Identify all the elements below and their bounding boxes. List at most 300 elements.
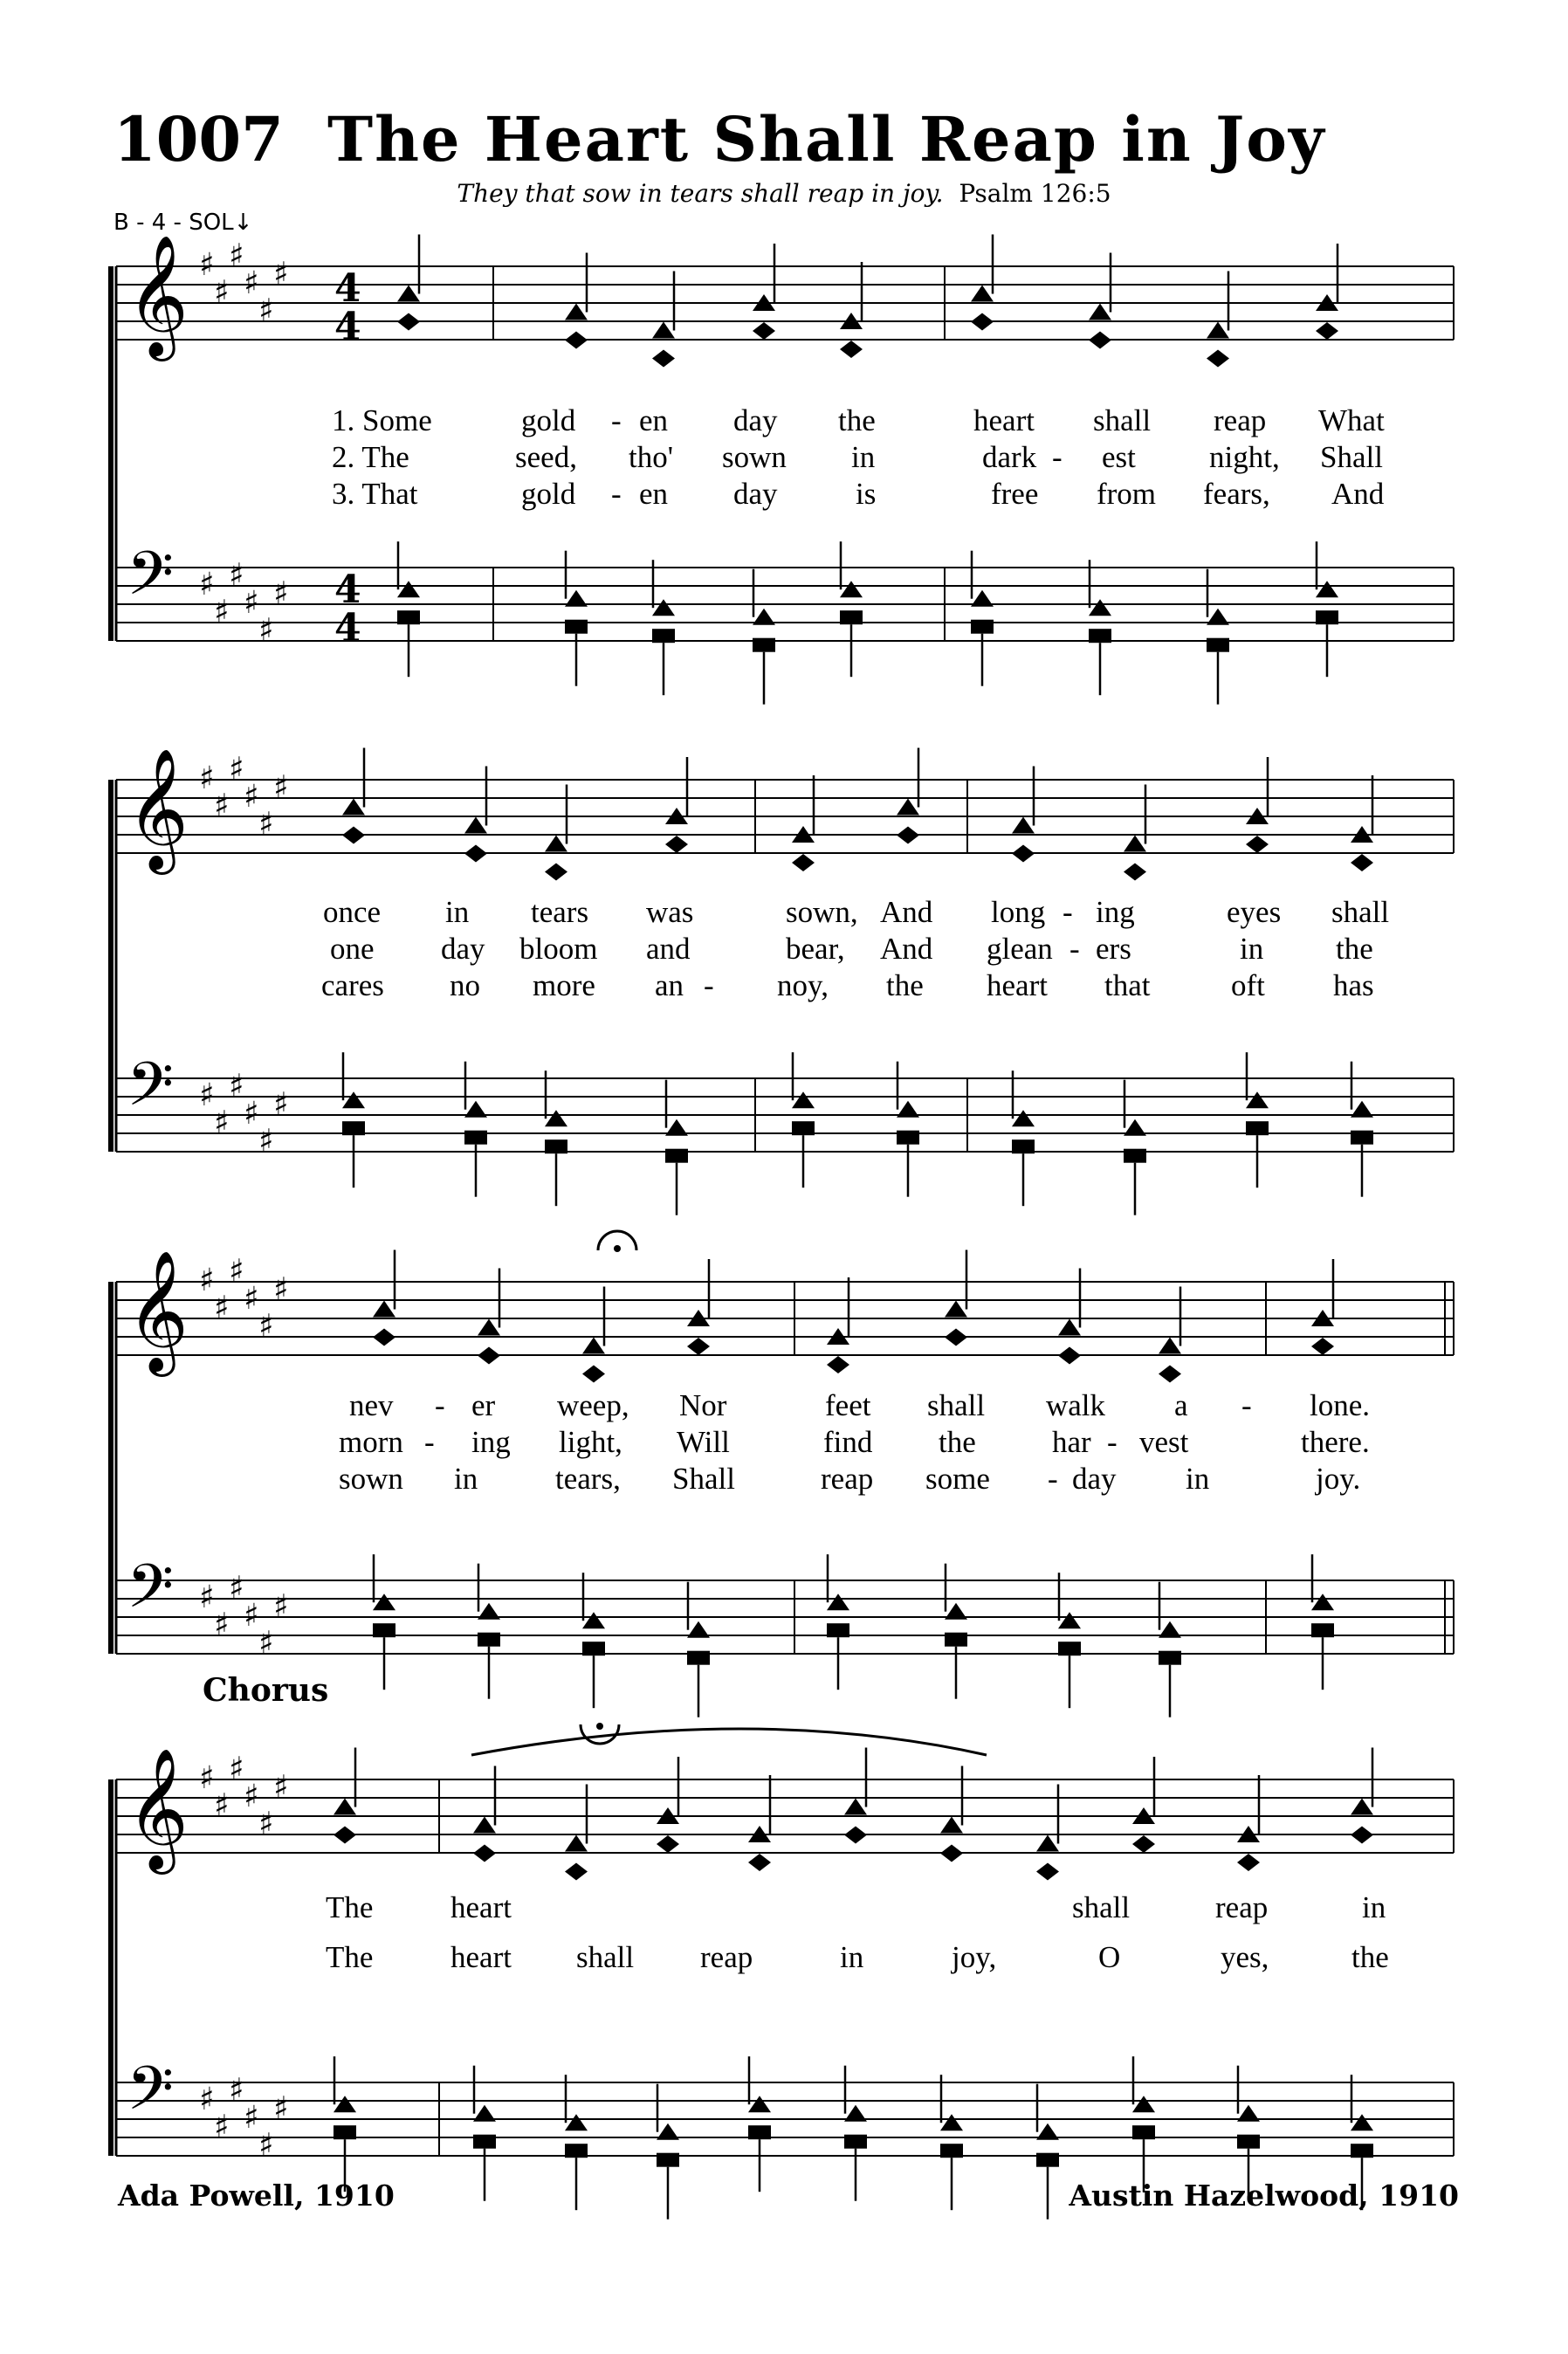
note-head <box>565 1835 588 1852</box>
note-head <box>844 1827 867 1844</box>
lyric-s1-v3-w4: en <box>639 477 669 511</box>
lyric-s1-v3-w7: free <box>991 477 1039 511</box>
lyric-s3-v1-w5: Nor <box>679 1388 727 1422</box>
note-head <box>565 620 588 634</box>
lyric-s3-v3-w10: joy. <box>1316 1462 1361 1496</box>
note-head <box>342 799 365 816</box>
sharp-icon: ♯ <box>273 1271 289 1308</box>
note-head <box>897 799 919 816</box>
lyric-s3-v3-w7: - <box>1048 1462 1058 1496</box>
note-head <box>1124 1149 1146 1163</box>
note-head <box>1311 1623 1334 1637</box>
note-head <box>844 2105 867 2122</box>
lyric-s3-v1-w9: a <box>1174 1388 1188 1422</box>
note-head <box>1207 322 1229 339</box>
lyric-s1-v3-w1: 3. That <box>332 477 418 511</box>
lyric-s2-v1-w11: shall <box>1331 895 1390 929</box>
tie-curve <box>471 1729 987 1755</box>
sharp-icon: ♯ <box>258 1123 274 1160</box>
note-head <box>342 1091 365 1108</box>
note-head <box>665 1149 688 1163</box>
note-head <box>545 1139 567 1153</box>
note-head <box>940 2144 963 2158</box>
bass-clef-icon: 𝄢 <box>127 538 175 623</box>
note-head <box>687 1621 710 1638</box>
lyric-s2-v3-w4: an <box>655 968 684 1002</box>
sharp-icon: ♯ <box>273 1086 289 1123</box>
sharp-icon: ♯ <box>258 1308 274 1345</box>
note-head <box>1124 836 1146 852</box>
note-head <box>373 1301 395 1318</box>
lyric-s1-v2-w9: night, <box>1209 440 1280 474</box>
note-head <box>1159 1621 1181 1638</box>
note-head <box>844 1799 867 1815</box>
note-head <box>753 609 775 625</box>
sharp-icon: ♯ <box>258 293 274 329</box>
note-head <box>334 2125 356 2139</box>
treble-clef-icon: 𝄞 <box>127 235 189 356</box>
note-head <box>565 332 588 349</box>
lyric-s3-v1-w1: nev <box>349 1388 394 1422</box>
lyric-s2-v2-w7: glean <box>987 932 1053 966</box>
lyric-s4-v2-w8: yes, <box>1221 1940 1269 1974</box>
sharp-icon: ♯ <box>258 2127 274 2164</box>
note-head <box>1351 2114 1373 2130</box>
note-head <box>1351 1101 1373 1118</box>
lyric-s2-v1-w10: eyes <box>1227 895 1282 929</box>
lyric-s3-v2-w9: - <box>1107 1425 1118 1459</box>
note-head <box>1351 1131 1373 1145</box>
note-head <box>1246 1091 1269 1108</box>
note-head <box>334 1827 356 1844</box>
note-head <box>1311 1338 1334 1355</box>
lyric-s3-v1-w2: - <box>435 1388 445 1422</box>
lyric-s3-v2-w8: har <box>1052 1425 1091 1459</box>
system-bracket <box>108 266 113 641</box>
note-head <box>473 2105 496 2122</box>
note-head <box>473 2135 496 2149</box>
sharp-icon: ♯ <box>244 2100 259 2136</box>
lyric-s3-v1-w10: - <box>1241 1388 1252 1422</box>
note-head <box>748 2096 771 2112</box>
note-head <box>1132 2096 1155 2112</box>
note-head <box>565 2144 588 2158</box>
note-head <box>1207 350 1229 368</box>
note-head <box>397 581 420 597</box>
lyric-s2-v3-w9: that <box>1104 968 1151 1002</box>
note-head <box>792 854 815 871</box>
note-head <box>940 1845 963 1862</box>
lyric-s3-v1-w8: walk <box>1046 1388 1106 1422</box>
sharp-icon: ♯ <box>229 1751 244 1787</box>
note-head <box>1159 1651 1181 1665</box>
note-head <box>945 1633 967 1647</box>
lyric-s4-v1-w5: in <box>1362 1890 1386 1924</box>
lyric-s2-v1-w9: ing <box>1096 895 1135 929</box>
sharp-icon: ♯ <box>258 1625 274 1662</box>
lyric-s2-v2-w8: - <box>1069 932 1080 966</box>
lyric-s2-v2-w3: bloom <box>519 932 598 966</box>
bass-clef-icon: 𝄢 <box>127 2053 175 2138</box>
note-head <box>1058 1642 1081 1655</box>
lyric-s2-v3-w7: the <box>886 968 924 1002</box>
note-head <box>565 590 588 607</box>
lyric-s4-v1-w1: The <box>326 1890 374 1924</box>
sharp-icon: ♯ <box>199 2082 215 2117</box>
note-head <box>373 1623 395 1637</box>
lyric-s1-v1-w8: shall <box>1093 403 1152 437</box>
sharp-icon: ♯ <box>229 557 244 594</box>
lyric-s4-v1-w3: shall <box>1072 1890 1131 1924</box>
note-head <box>464 845 487 863</box>
note-head <box>1012 1139 1035 1153</box>
note-head <box>373 1593 395 1610</box>
note-head <box>971 313 994 331</box>
bass-clef-icon: 𝄢 <box>127 1049 175 1134</box>
note-head <box>1124 864 1146 881</box>
note-head <box>945 1603 967 1620</box>
note-head <box>897 1131 919 1145</box>
note-head <box>397 286 420 302</box>
lyric-s1-v1-w2: gold <box>521 403 576 437</box>
lyric-s1-v3-w5: day <box>733 477 778 511</box>
sharp-icon: ♯ <box>244 779 259 815</box>
note-head <box>1058 1347 1081 1365</box>
lyric-s2-v1-w4: was <box>646 895 694 929</box>
note-head <box>657 1835 679 1853</box>
note-head <box>1246 1121 1269 1135</box>
sharp-icon: ♯ <box>199 761 215 796</box>
system-bracket <box>108 780 113 1152</box>
time-signature-top: 4 <box>334 568 361 612</box>
note-head <box>397 313 420 331</box>
note-head <box>971 620 994 634</box>
lyric-s4-v2-w2: heart <box>450 1940 512 1974</box>
note-head <box>827 1593 849 1610</box>
note-head <box>1311 1593 1334 1610</box>
note-head <box>792 1091 815 1108</box>
system-bracket <box>108 1282 113 1654</box>
note-head <box>565 304 588 320</box>
lyric-s2-v1-w6: And <box>880 895 933 929</box>
lyric-s3-v1-w6: feet <box>825 1388 871 1422</box>
sharp-icon: ♯ <box>199 1263 215 1298</box>
note-head <box>840 341 863 358</box>
note-head <box>582 1642 605 1655</box>
sharp-icon: ♯ <box>214 1105 230 1141</box>
sharp-icon: ♯ <box>244 1598 259 1634</box>
lyric-s3-v3-w2: in <box>454 1462 478 1496</box>
sharp-icon: ♯ <box>258 1806 274 1842</box>
sharp-icon: ♯ <box>214 788 230 824</box>
sharp-icon: ♯ <box>244 1281 259 1317</box>
note-head <box>753 322 775 340</box>
note-head <box>657 2153 679 2167</box>
sharp-icon: ♯ <box>273 1588 289 1625</box>
note-head <box>478 1319 500 1336</box>
sharp-icon: ♯ <box>273 2090 289 2127</box>
note-head <box>1058 1612 1081 1628</box>
note-head <box>1351 854 1373 871</box>
sharp-icon: ♯ <box>229 1253 244 1290</box>
lyric-s2-v2-w6: And <box>880 932 933 966</box>
lyric-s1-v2-w7: - <box>1052 440 1063 474</box>
note-head <box>1159 1338 1181 1354</box>
time-signature-bottom: 4 <box>334 305 361 349</box>
lyric-s2-v3-w1: cares <box>321 968 384 1002</box>
lyric-s3-v2-w5: Will <box>677 1425 730 1459</box>
note-head <box>545 836 567 852</box>
system-bracket <box>108 1779 113 2156</box>
note-head <box>1036 1863 1059 1881</box>
lyric-s3-v3-w6: some <box>925 1462 990 1496</box>
note-head <box>665 1119 688 1136</box>
note-head <box>687 1338 710 1355</box>
lyric-s1-v2-w3: tho' <box>629 440 674 474</box>
note-head <box>464 1131 487 1145</box>
sharp-icon: ♯ <box>229 2072 244 2109</box>
note-head <box>373 1329 395 1346</box>
note-head <box>1159 1366 1181 1383</box>
note-head <box>1316 610 1338 624</box>
sharp-icon: ♯ <box>273 256 289 293</box>
sharp-icon: ♯ <box>244 1779 259 1814</box>
music-credit: Austin Hazelwood, 1910 <box>1069 2178 1459 2213</box>
sharp-icon: ♯ <box>273 1769 289 1806</box>
note-head <box>1132 2125 1155 2139</box>
lyric-s1-v3-w6: is <box>856 477 877 511</box>
note-head <box>478 1347 500 1365</box>
note-head <box>748 1854 771 1871</box>
epigraph-quote: They that sow in tears shall reap in joy. <box>457 179 944 208</box>
note-head <box>1246 836 1269 853</box>
lyric-s4-v2-w7: O <box>1098 1940 1121 1974</box>
treble-clef-icon: 𝄞 <box>127 748 189 870</box>
lyric-s3-v1-w4: weep, <box>557 1388 629 1422</box>
note-head <box>652 322 675 339</box>
note-head <box>397 610 420 624</box>
lyric-s2-v1-w5: sown, <box>786 895 858 929</box>
sharp-icon: ♯ <box>273 575 289 612</box>
sharp-icon: ♯ <box>229 1570 244 1607</box>
note-head <box>1351 1827 1373 1844</box>
note-head <box>971 286 994 302</box>
lyric-s3-v3-w8: day <box>1072 1462 1117 1496</box>
sharp-icon: ♯ <box>273 769 289 806</box>
sharp-icon: ♯ <box>229 237 244 274</box>
lyric-s3-v2-w7: the <box>939 1425 976 1459</box>
treble-clef-icon: 𝄞 <box>127 1250 189 1372</box>
note-head <box>464 817 487 834</box>
note-head <box>334 1799 356 1815</box>
words-credit: Ada Powell, 1910 <box>118 2178 395 2213</box>
note-head <box>945 1301 967 1318</box>
lyric-s1-v1-w1: 1. Some <box>332 403 432 437</box>
note-head <box>652 629 675 643</box>
lyric-s2-v3-w11: has <box>1333 968 1374 1002</box>
note-head <box>1058 1319 1081 1336</box>
note-head <box>1351 1799 1373 1815</box>
lyric-s2-v1-w7: long <box>991 895 1046 929</box>
note-head <box>792 1121 815 1135</box>
note-head <box>1351 2144 1373 2158</box>
sharp-icon: ♯ <box>214 594 230 630</box>
lyric-s1-v2-w4: sown <box>722 440 787 474</box>
lyric-s1-v2-w8: est <box>1102 440 1136 474</box>
lyric-s3-v2-w11: there. <box>1301 1425 1370 1459</box>
lyric-s1-v1-w10: What <box>1318 403 1385 437</box>
note-head <box>1012 817 1035 834</box>
lyric-s1-v1-w9: reap <box>1214 403 1267 437</box>
lyric-s3-v2-w1: morn <box>339 1425 403 1459</box>
sharp-icon: ♯ <box>229 751 244 788</box>
sharp-icon: ♯ <box>258 806 274 843</box>
note-head <box>334 2096 356 2112</box>
note-head <box>478 1603 500 1620</box>
lyric-s1-v1-w6: the <box>838 403 876 437</box>
note-head <box>342 1121 365 1135</box>
note-head <box>657 2123 679 2140</box>
lyric-s4-v2-w3: shall <box>576 1940 635 1974</box>
note-head <box>473 1817 496 1834</box>
note-head <box>753 638 775 652</box>
lyric-s2-v2-w10: in <box>1240 932 1264 966</box>
note-head <box>582 1338 605 1354</box>
lyric-s2-v2-w4: and <box>646 932 691 966</box>
lyric-s3-v3-w1: sown <box>339 1462 403 1496</box>
note-head <box>897 1101 919 1118</box>
lyric-s2-v2-w9: ers <box>1096 932 1131 966</box>
note-head <box>748 2125 771 2139</box>
time-signature-top: 4 <box>334 266 361 311</box>
note-head <box>1089 599 1111 616</box>
note-head <box>844 2135 867 2149</box>
sharp-icon: ♯ <box>244 1096 259 1132</box>
note-head <box>565 2114 588 2130</box>
sharp-icon: ♯ <box>214 2109 230 2145</box>
lyric-s1-v2-w1: 2. The <box>332 440 409 474</box>
lyric-s2-v3-w6: noy, <box>777 968 829 1002</box>
lyric-s3-v2-w2: - <box>424 1425 435 1459</box>
sharp-icon: ♯ <box>214 1607 230 1643</box>
note-head <box>1036 2123 1059 2140</box>
note-head <box>971 590 994 607</box>
lyric-s3-v2-w6: find <box>823 1425 873 1459</box>
chorus-label: Chorus <box>203 1672 329 1709</box>
epigraph-reference: Psalm 126:5 <box>959 179 1111 208</box>
lyric-s2-v2-w11: the <box>1336 932 1373 966</box>
lyric-s2-v2-w5: bear, <box>786 932 845 966</box>
note-head <box>827 1356 849 1373</box>
sharp-icon: ♯ <box>199 1760 215 1796</box>
lyric-s3-v2-w4: light, <box>559 1425 622 1459</box>
note-head <box>945 1329 967 1346</box>
lyric-s4-v2-w1: The <box>326 1940 374 1974</box>
key-signature-label: B - 4 - SOL↓ <box>113 210 253 236</box>
sharp-icon: ♯ <box>199 567 215 602</box>
lyric-s1-v2-w2: seed, <box>515 440 577 474</box>
note-head <box>1237 2105 1260 2122</box>
lyric-s2-v1-w2: in <box>445 895 470 929</box>
note-head <box>478 1633 500 1647</box>
lyric-s1-v3-w2: gold <box>521 477 576 511</box>
fermata-dot <box>614 1245 621 1252</box>
lyric-s2-v1-w3: tears <box>531 895 589 929</box>
lyric-s2-v3-w5: - <box>704 968 714 1002</box>
note-head <box>840 581 863 597</box>
treble-clef-icon: 𝄞 <box>127 1748 189 1869</box>
lyric-s1-v3-w9: fears, <box>1203 477 1270 511</box>
lyric-s1-v2-w5: in <box>851 440 876 474</box>
hymn-title: The Heart Shall Reap in Joy <box>327 103 1326 176</box>
note-head <box>1316 322 1338 340</box>
lyric-s3-v2-w3: ing <box>471 1425 511 1459</box>
note-head <box>1132 1835 1155 1853</box>
note-head <box>827 1623 849 1637</box>
note-head <box>1237 2135 1260 2149</box>
note-head <box>473 1845 496 1862</box>
note-head <box>1124 1119 1146 1136</box>
note-head <box>1207 638 1229 652</box>
lyric-s4-v1-w4: reap <box>1215 1890 1269 1924</box>
note-head <box>582 1366 605 1383</box>
note-head <box>940 2114 963 2130</box>
lyric-s3-v1-w3: er <box>471 1388 496 1422</box>
hymn-number: 1007 <box>113 103 284 176</box>
lyric-s1-v1-w5: day <box>733 403 778 437</box>
note-head <box>545 864 567 881</box>
sharp-icon: ♯ <box>258 612 274 649</box>
note-head <box>1089 304 1111 320</box>
lyric-s1-v2-w6: dark <box>982 440 1037 474</box>
lyric-s1-v1-w3: - <box>611 403 622 437</box>
note-head <box>545 1110 567 1126</box>
note-head <box>840 610 863 624</box>
lyric-s4-v1-w2: heart <box>450 1890 512 1924</box>
lyric-s3-v1-w11: lone. <box>1310 1388 1371 1422</box>
lyric-s3-v3-w5: reap <box>821 1462 874 1496</box>
lyric-s3-v3-w9: in <box>1186 1462 1210 1496</box>
lyric-s1-v1-w4: en <box>639 403 669 437</box>
note-head <box>1089 332 1111 349</box>
note-head <box>1207 609 1229 625</box>
note-head <box>1012 1110 1035 1126</box>
lyric-s2-v3-w3: more <box>533 968 595 1002</box>
lyric-s4-v2-w6: joy, <box>952 1940 997 1974</box>
sharp-icon: ♯ <box>214 274 230 311</box>
lyric-s3-v3-w4: Shall <box>672 1462 735 1496</box>
sharp-icon: ♯ <box>199 1580 215 1615</box>
lyric-s1-v3-w10: And <box>1331 477 1385 511</box>
note-head <box>665 836 688 853</box>
lyric-s3-v1-w7: shall <box>927 1388 986 1422</box>
sharp-icon: ♯ <box>244 585 259 621</box>
note-head <box>342 827 365 844</box>
sharp-icon: ♯ <box>214 1290 230 1326</box>
lyric-s1-v1-w7: heart <box>973 403 1035 437</box>
note-head <box>652 350 675 368</box>
lyric-s2-v3-w2: no <box>450 968 480 1002</box>
lyric-s1-v2-w10: Shall <box>1320 440 1383 474</box>
note-head <box>1036 1835 1059 1852</box>
note-head <box>1089 629 1111 643</box>
lyric-s4-v2-w9: the <box>1351 1940 1389 1974</box>
lyric-s3-v2-w10: vest <box>1139 1425 1189 1459</box>
note-head <box>1237 1854 1260 1871</box>
lyric-s4-v2-w5: in <box>840 1940 864 1974</box>
note-head <box>1012 845 1035 863</box>
note-head <box>464 1101 487 1118</box>
